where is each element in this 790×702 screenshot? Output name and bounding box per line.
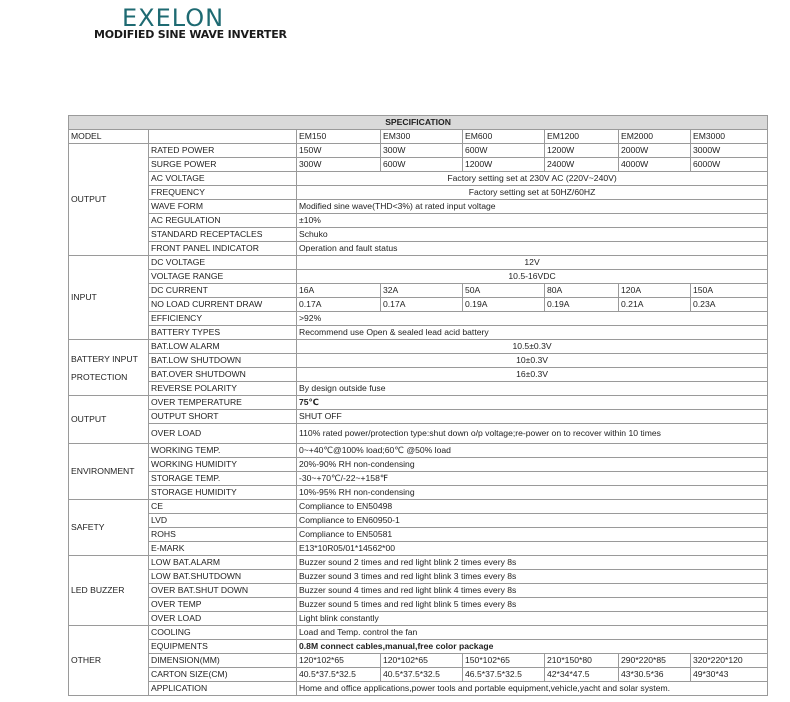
row-value: 320*220*120 (691, 654, 768, 668)
group-label (69, 340, 149, 396)
row-value: Buzzer sound 2 times and red light blink 2 times every 8s (297, 556, 768, 570)
row-value: Buzzer sound 4 times and red light blink 4 times every 8s (297, 584, 768, 598)
row-label: COOLING (149, 626, 297, 640)
table-row (69, 500, 768, 514)
row-value: By design outside fuse (297, 382, 768, 396)
table-row (69, 270, 768, 284)
model-cell: EM1200 (545, 130, 619, 144)
group-label: OUTPUT (69, 396, 149, 444)
table-row (69, 612, 768, 626)
table-row (69, 626, 768, 640)
row-label: RATED POWER (149, 144, 297, 158)
row-label: EQUIPMENTS (149, 640, 297, 654)
row-value: 1200W (545, 144, 619, 158)
row-value: 40.5*37.5*32.5 (297, 668, 381, 682)
table-row (69, 144, 768, 158)
row-label: LVD (149, 514, 297, 528)
table-row (69, 382, 768, 396)
table-row (69, 256, 768, 270)
row-label: STORAGE TEMP. (149, 472, 297, 486)
model-cell: EM300 (381, 130, 463, 144)
row-label: OVER TEMP (149, 598, 297, 612)
table-row (69, 556, 768, 570)
spec-table (68, 115, 768, 696)
row-label: BAT.LOW ALARM (149, 340, 297, 354)
brand-logo: EXELON (122, 4, 225, 32)
table-row (69, 368, 768, 382)
model-cell: EM600 (463, 130, 545, 144)
group-label: LED BUZZER (69, 556, 149, 626)
product-subtitle: MODIFIED SINE WAVE INVERTER (94, 28, 287, 41)
row-value: 290*220*85 (619, 654, 691, 668)
row-value: 0.21A (619, 298, 691, 312)
blank-cell (149, 130, 297, 144)
row-value: Compliance to EN50498 (297, 500, 768, 514)
table-row (69, 200, 768, 214)
table-row (69, 486, 768, 500)
table-row (69, 340, 768, 354)
model-cell: EM2000 (619, 130, 691, 144)
row-label: LOW BAT.ALARM (149, 556, 297, 570)
row-value: Schuko (297, 228, 768, 242)
group-label: OTHER (69, 626, 149, 696)
row-label: SURGE POWER (149, 158, 297, 172)
row-label: APPLICATION (149, 682, 297, 696)
row-value: 4000W (619, 158, 691, 172)
row-label: NO LOAD CURRENT DRAW (149, 298, 297, 312)
row-value: 2400W (545, 158, 619, 172)
row-label: AC VOLTAGE (149, 172, 297, 186)
row-label: OUTPUT SHORT (149, 410, 297, 424)
row-value: 10±0.3V (297, 354, 768, 368)
table-row (69, 396, 768, 410)
row-value: 150*102*65 (463, 654, 545, 668)
row-label: BAT.OVER SHUTDOWN (149, 368, 297, 382)
table-row (69, 214, 768, 228)
row-value: 12V (297, 256, 768, 270)
row-value: 0.23A (691, 298, 768, 312)
row-label: CARTON SIZE(CM) (149, 668, 297, 682)
row-value: Buzzer sound 5 times and red light blink 5 times every 8s (297, 598, 768, 612)
table-row (69, 424, 768, 444)
group-label-line: PROTECTION (71, 371, 128, 382)
group-label-line: BATTERY INPUT (71, 353, 138, 364)
row-value: 0.8M connect cables,manual,free color package (297, 640, 768, 654)
row-label: FREQUENCY (149, 186, 297, 200)
table-row (69, 570, 768, 584)
row-value: Modified sine wave(THD<3%) at rated input voltage (297, 200, 768, 214)
row-label: WORKING HUMIDITY (149, 458, 297, 472)
model-row (69, 130, 768, 144)
row-value: >92% (297, 312, 768, 326)
table-row (69, 242, 768, 256)
row-label: EFFICIENCY (149, 312, 297, 326)
row-label: CE (149, 500, 297, 514)
table-row (69, 186, 768, 200)
table-row (69, 598, 768, 612)
row-value: Home and office applications,power tools and portable equipment,vehicle,yacht and solar system. (297, 682, 768, 696)
row-label: OVER TEMPERATURE (149, 396, 297, 410)
table-row (69, 326, 768, 340)
row-value: 150A (691, 284, 768, 298)
row-value: Compliance to EN50581 (297, 528, 768, 542)
row-value: Light blink constantly (297, 612, 768, 626)
row-value: 50A (463, 284, 545, 298)
row-value: 20%-90% RH non-condensing (297, 458, 768, 472)
row-value: 42*34*47.5 (545, 668, 619, 682)
row-value: 210*150*80 (545, 654, 619, 668)
table-row (69, 682, 768, 696)
row-value: Buzzer sound 3 times and red light blink 3 times every 8s (297, 570, 768, 584)
row-value: 0.19A (463, 298, 545, 312)
row-value: SHUT OFF (297, 410, 768, 424)
row-value: 16±0.3V (297, 368, 768, 382)
row-value: 300W (381, 144, 463, 158)
table-row (69, 458, 768, 472)
row-value: 16A (297, 284, 381, 298)
row-label: OVER BAT.SHUT DOWN (149, 584, 297, 598)
table-row (69, 444, 768, 458)
table-row (69, 640, 768, 654)
row-value: 110% rated power/protection type:shut down o/p voltage;re-power on to recover within 10 times (297, 424, 768, 444)
row-value: 43*30.5*36 (619, 668, 691, 682)
row-value: Load and Temp. control the fan (297, 626, 768, 640)
row-label: BAT.LOW SHUTDOWN (149, 354, 297, 368)
row-value: 0~+40℃@100% load;60℃ @50% load (297, 444, 768, 458)
row-value: 120*102*65 (297, 654, 381, 668)
table-row (69, 654, 768, 668)
spec-title: SPECIFICATION (69, 116, 768, 130)
row-value: 600W (381, 158, 463, 172)
row-label: OVER LOAD (149, 424, 297, 444)
row-label: AC REGULATION (149, 214, 297, 228)
row-label: DIMENSION(MM) (149, 654, 297, 668)
row-value: Compliance to EN60950-1 (297, 514, 768, 528)
table-row (69, 668, 768, 682)
row-value: 80A (545, 284, 619, 298)
row-value: Factory setting set at 50HZ/60HZ (297, 186, 768, 200)
row-value: Operation and fault status (297, 242, 768, 256)
table-row (69, 584, 768, 598)
row-label: STANDARD RECEPTACLES (149, 228, 297, 242)
row-label: E-MARK (149, 542, 297, 556)
row-value: 3000W (691, 144, 768, 158)
row-value: 0.17A (381, 298, 463, 312)
table-row (69, 514, 768, 528)
row-value: 49*30*43 (691, 668, 768, 682)
table-row (69, 542, 768, 556)
row-value: E13*10R05/01*14562*00 (297, 542, 768, 556)
row-label: FRONT PANEL INDICATOR (149, 242, 297, 256)
row-label: DC CURRENT (149, 284, 297, 298)
row-value: 46.5*37.5*32.5 (463, 668, 545, 682)
table-row (69, 158, 768, 172)
table-row (69, 228, 768, 242)
row-value: 10.5±0.3V (297, 340, 768, 354)
row-value: 2000W (619, 144, 691, 158)
row-label: LOW BAT.SHUTDOWN (149, 570, 297, 584)
row-value: 1200W (463, 158, 545, 172)
table-row (69, 284, 768, 298)
model-label: MODEL (69, 130, 149, 144)
row-label: VOLTAGE RANGE (149, 270, 297, 284)
table-row (69, 354, 768, 368)
row-label: WAVE FORM (149, 200, 297, 214)
table-row (69, 312, 768, 326)
row-value: 10.5-16VDC (297, 270, 768, 284)
table-row (69, 410, 768, 424)
group-label: INPUT (69, 256, 149, 340)
row-value: 120*102*65 (381, 654, 463, 668)
table-row (69, 528, 768, 542)
row-label: BATTERY TYPES (149, 326, 297, 340)
group-label: SAFETY (69, 500, 149, 556)
table-row (69, 472, 768, 486)
row-value: 10%-95% RH non-condensing (297, 486, 768, 500)
row-value: 120A (619, 284, 691, 298)
row-value: 0.17A (297, 298, 381, 312)
row-value: 300W (297, 158, 381, 172)
row-value: Recommend use Open & sealed lead acid battery (297, 326, 768, 340)
row-label: OVER LOAD (149, 612, 297, 626)
row-label: ROHS (149, 528, 297, 542)
group-label: ENVIRONMENT (69, 444, 149, 500)
row-value: 6000W (691, 158, 768, 172)
row-label: WORKING TEMP. (149, 444, 297, 458)
row-value: ±10% (297, 214, 768, 228)
row-value: 0.19A (545, 298, 619, 312)
row-label: DC VOLTAGE (149, 256, 297, 270)
row-label: REVERSE POLARITY (149, 382, 297, 396)
model-cell: EM3000 (691, 130, 768, 144)
table-row (69, 172, 768, 186)
row-value: 600W (463, 144, 545, 158)
model-cell: EM150 (297, 130, 381, 144)
row-value: 150W (297, 144, 381, 158)
spec-title-row (69, 116, 768, 130)
row-value: 40.5*37.5*32.5 (381, 668, 463, 682)
row-label: STORAGE HUMIDITY (149, 486, 297, 500)
row-value: 32A (381, 284, 463, 298)
row-value: 75℃ (297, 396, 768, 410)
table-row (69, 298, 768, 312)
group-label: OUTPUT (69, 144, 149, 256)
row-value: Factory setting set at 230V AC (220V~240V) (297, 172, 768, 186)
row-value: -30~+70℃/-22~+158℉ (297, 472, 768, 486)
